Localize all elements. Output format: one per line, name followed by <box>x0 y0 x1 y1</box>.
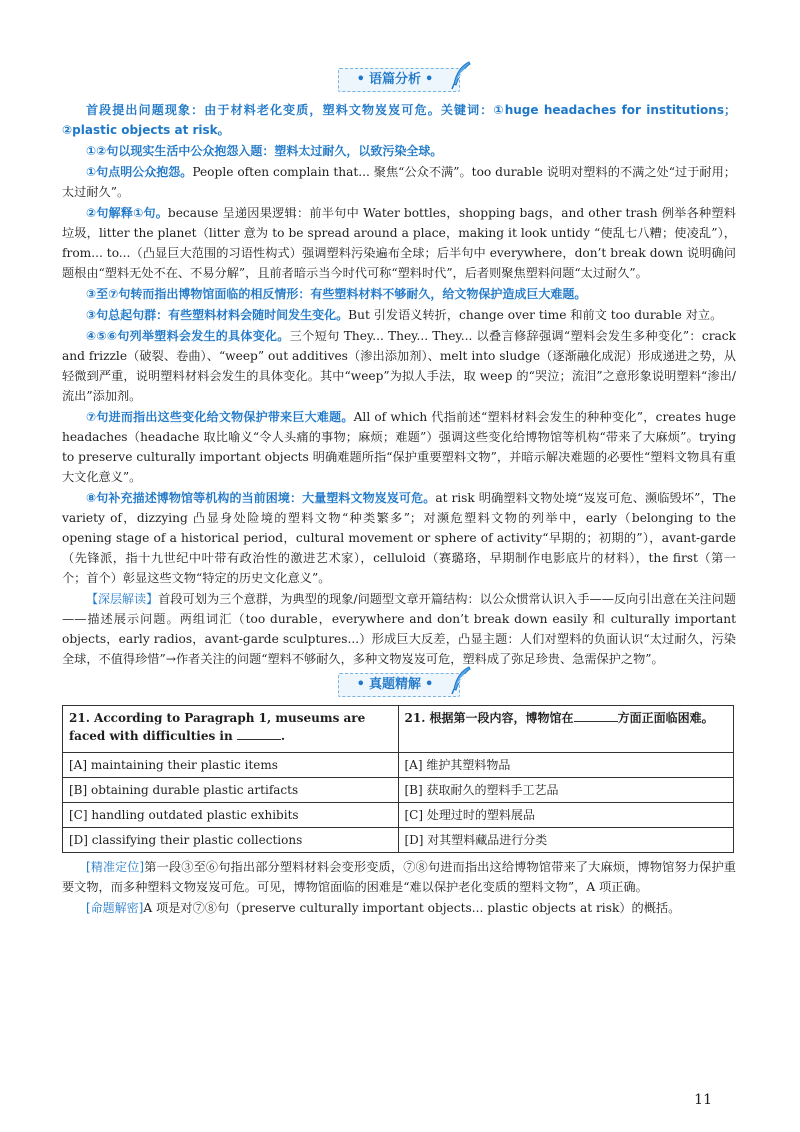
analysis-point: ④⑤⑥句列举塑料会发生的具体变化。三个短句 They... They... They... 以叠言修辞强调“塑料会发生多种变化”：crack and frizzle（破裂、卷曲）、“weep” out additives（渗出添加剂）、melt into sludge（逐渐融化成泥）形成递进之势，从轻微到严重，说明塑料材料会发生的具体变化。其中“weep”为拟人手法，取 weep 的“哭泣；流泪”之意形象说明塑料“渗出/流出”添加剂。 <box>62 329 736 403</box>
section-banner: • 真题精解 • <box>338 673 461 697</box>
page-number: 11 <box>694 1092 712 1108</box>
option-row <box>63 828 734 853</box>
quill-icon <box>449 60 473 90</box>
option-zh: [D] 对其塑料藏品进行分类 <box>398 828 734 853</box>
analysis-point: ①句点明公众抱怨。People often complain that... 聚焦“公众不满”。too durable 说明对塑料的不满之处“过于耐用；太过耐久”。 <box>62 165 736 199</box>
option-en: [B] obtaining durable plastic artifacts <box>63 778 399 803</box>
analysis-point: ①②句以现实生活中公众抱怨入题：塑料太过耐久，以致污染全球。 <box>86 144 443 158</box>
question-stem-en: 21. According to Paragraph 1, museums are faced with difficulties in . <box>63 706 399 753</box>
deep-reading: 【深层解读】首段可划为三个意群，为典型的现象/问题型文章开篇结构：以公众惯常认识入手——反向引出意在关注问题——描述展示问题。两组词汇（too durable，everywhere and don’t break down easily 和 culturally important objects，early radios，avant-garde sculptures...）形成巨大反差，凸显主题：人们对塑料的负面认识“太过耐久，污染全球，不值得珍惜”→作者关注的问题“塑料不够耐久，多种文物岌岌可危，塑料成了弥足珍贵、急需保护之物”。 <box>62 592 736 666</box>
answer-blank <box>237 727 281 740</box>
question-stem-zh: 21. 根据第一段内容，博物馆在 方面正面临困难。 <box>398 706 734 753</box>
option-zh: [A] 维护其塑料物品 <box>398 753 734 778</box>
quill-icon <box>449 665 473 695</box>
option-en: [A] maintaining their plastic items <box>63 753 399 778</box>
page-content <box>62 68 736 919</box>
question-table <box>62 705 734 853</box>
analysis-point: ⑦句进而指出这些变化给文物保护带来巨大难题。All of which 代指前述“塑料材料会发生的种种变化”，creates huge headaches（headache 取比喻义“令人头痛的事物；麻烦；难题”）强调这些变化给博物馆等机构“带来了大麻烦”。trying to preserve culturally important objects 明确难题所指“保护重要塑料文物”，并暗示解决难题的必要性“塑料文物具有重大文化意义”。 <box>62 410 736 484</box>
precise-locating: [精准定位]第一段③至⑥句指出部分塑料材料会变形变质，⑦⑧句进而指出这给博物馆带来了大麻烦，博物馆努力保护重要文物，而多种塑料文物岌岌可危。可见，博物馆面临的困难是“难以保护老化变质的塑料文物”，A 项正确。 <box>62 860 736 894</box>
analysis-point: ⑧句补充描述博物馆等机构的当前困境：大量塑料文物岌岌可危。at risk 明确塑料文物处境“岌岌可危、濒临毁坏”，The variety of，dizzying 凸显身处险境的塑料文物“种类繁多”；对濒危塑料文物的列举中，early（belonging to the opening stage of a historical period，cultural movement or sphere of activity“早期的；初期的”），avant-garde（先锋派，指十九世纪中叶带有政治性的激进艺术家），celluloid（赛璐珞，早期制作电影底片的材料），the first（第一个；首个）彰显这些文物“特定的历史文化意义”。 <box>62 491 736 585</box>
section-title: 真题精解 <box>368 677 421 692</box>
section-header-analysis <box>62 68 736 96</box>
option-en: [D] classifying their plastic collections <box>63 828 399 853</box>
question-stem-row <box>63 706 734 753</box>
analysis-intro: 首段提出问题现象：由于材料老化变质，塑料文物岌岌可危。关键词：①huge headaches for institutions；②plastic objects at risk。 <box>62 103 736 137</box>
section-title: 语篇分析 <box>368 72 421 87</box>
option-en: [C] handling outdated plastic exhibits <box>63 803 399 828</box>
option-row <box>63 778 734 803</box>
section-header-exam <box>62 673 736 701</box>
analysis-point: ③至⑦句转而指出博物馆面临的相反情形：有些塑料材料不够耐久，给文物保护造成巨大难题。 <box>86 287 587 301</box>
analysis-point: ②句解释①句。because 呈递因果逻辑：前半句中 Water bottles，shopping bags，and other trash 例举各种塑料垃圾，litter the planet（litter 意为 to be spread around a place，making it look untidy “使乱七八糟；使凌乱”），from... to...（凸显巨大范围的习语性构式）强调塑料污染遍布全球；后半句中 everywhere，don’t break down 说明确问题根由“塑料无处不在、不易分解”，且前者暗示当今时代可称“塑料时代”，后者则聚焦塑料问题“太过耐久”。 <box>62 206 736 280</box>
analysis-point: ③句总起句群：有些塑料材料会随时间发生变化。But 引发语义转折，change over time 和前文 too durable 对立。 <box>86 308 723 322</box>
option-zh: [B] 获取耐久的塑料手工艺品 <box>398 778 734 803</box>
section-banner: • 语篇分析 • <box>338 68 461 92</box>
option-row <box>63 803 734 828</box>
answer-blank <box>574 709 618 722</box>
option-row <box>63 753 734 778</box>
option-zh: [C] 处理过时的塑料展品 <box>398 803 734 828</box>
question-decoding: [命题解密]A 项是对⑦⑧句（preserve culturally important objects... plastic objects at risk）的概括。 <box>86 901 681 915</box>
